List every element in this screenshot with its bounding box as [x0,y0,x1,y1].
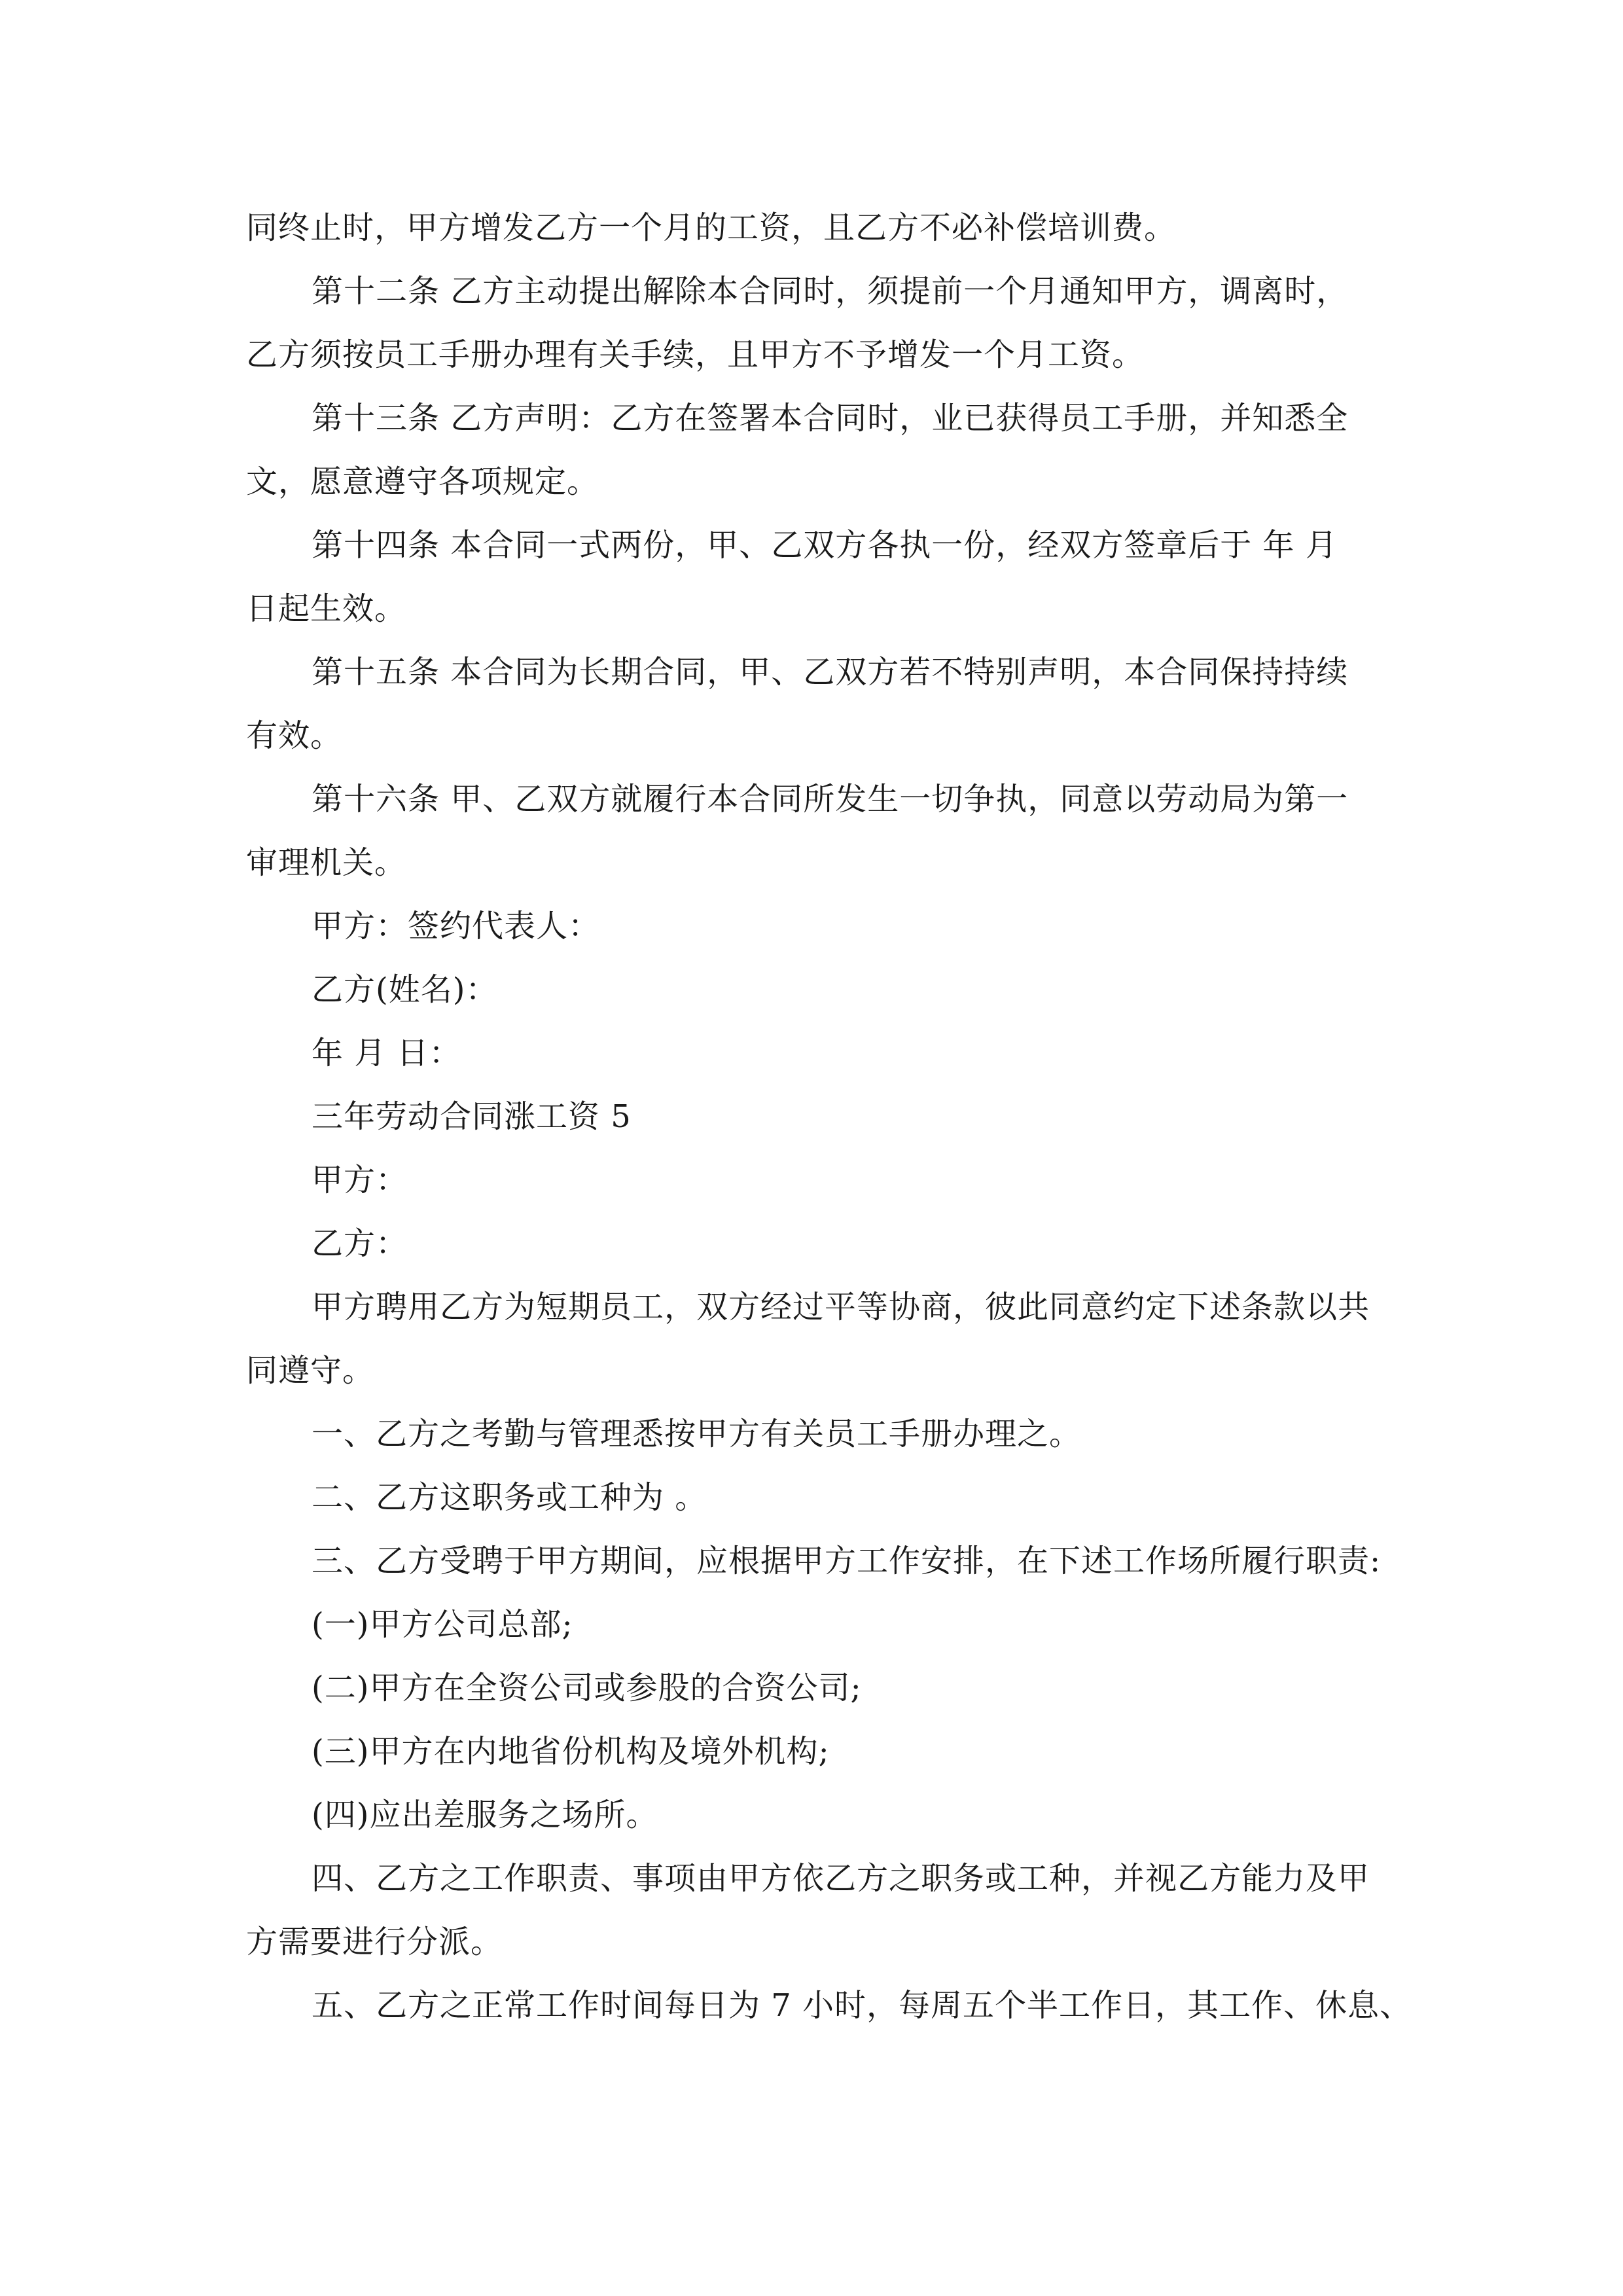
text-line: 第十五条 本合同为长期合同，甲、乙双方若不特别声明，本合同保持持续 [312,654,1349,691]
text-line: 同遵守。 [246,1352,375,1389]
text-line: 甲方：签约代表人： [312,908,601,944]
text-line: 第十三条 乙方声明：乙方在签署本合同时，业已获得员工手册，并知悉全 [312,400,1349,437]
text-line: 年 月 日： [312,1035,461,1071]
text-line: 有效。 [246,717,343,754]
text-line: 乙方须按员工手册办理有关手续，且甲方不予增发一个月工资。 [246,336,1145,373]
text-line: (三)甲方在内地省份机构及境外机构; [312,1733,830,1770]
text-line: 三年劳动合同涨工资 5 [312,1098,632,1135]
text-line: 文，愿意遵守各项规定。 [246,463,599,500]
text-line: 四、乙方之工作职责、事项由甲方依乙方之职务或工种，并视乙方能力及甲 [312,1860,1370,1897]
text-line: (二)甲方在全资公司或参股的合资公司; [312,1670,862,1706]
text-line: 二、乙方这职务或工种为 。 [312,1479,707,1516]
text-line: 甲方聘用乙方为短期员工，双方经过平等协商，彼此同意约定下述条款以共 [312,1289,1370,1325]
text-line: 日起生效。 [246,590,407,627]
text-line: 第十四条 本合同一式两份，甲、乙双方各执一份，经双方签章后于 年 月 [312,527,1338,564]
text-line: (四)应出差服务之场所。 [312,1797,658,1833]
text-line: 同终止时，甲方增发乙方一个月的工资，且乙方不必补偿培训费。 [246,209,1177,246]
document-body [246,196,1412,2037]
text-line: (一)甲方公司总部; [312,1606,573,1643]
text-line: 五、乙方之正常工作时间每日为 7 小时，每周五个半工作日，其工作、休息、 [312,1987,1412,2024]
text-line: 乙方(姓名)： [312,971,498,1008]
text-line: 甲方： [312,1162,408,1198]
text-line: 乙方： [312,1225,408,1262]
text-line: 三、乙方受聘于甲方期间，应根据甲方工作安排，在下述工作场所履行职责: [312,1543,1382,1579]
text-line: 第十六条 甲、乙双方就履行本合同所发生一切争执，同意以劳动局为第一 [312,781,1349,817]
text-line: 方需要进行分派。 [246,1924,503,1960]
text-line: 一、乙方之考勤与管理悉按甲方有关员工手册办理之。 [312,1416,1082,1452]
text-line: 第十二条 乙方主动提出解除本合同时，须提前一个月通知甲方，调离时， [312,273,1349,310]
text-line: 审理机关。 [246,844,407,881]
